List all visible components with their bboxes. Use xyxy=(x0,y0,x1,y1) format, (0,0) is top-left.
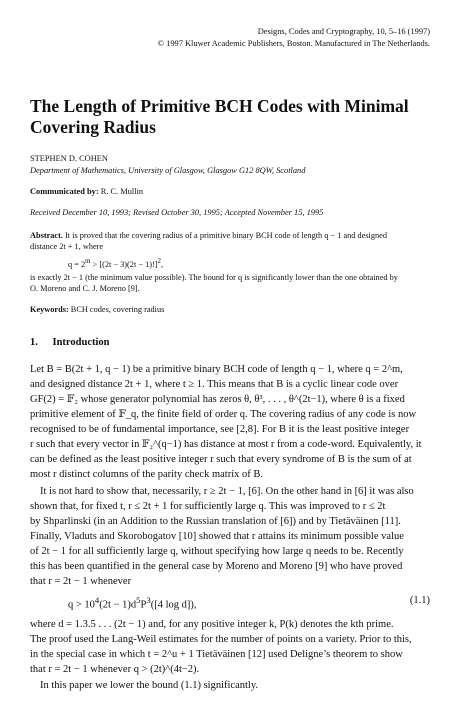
paper-title-line-2: Covering Radius xyxy=(30,117,156,137)
journal-citation: Designs, Codes and Cryptography, 10, 5–16 (1997) xyxy=(257,27,430,36)
intro-p1-line-5: recognised to be of fundamental importance, see [2,8]. For B it is the least positive integer xyxy=(30,424,410,435)
intro-p1-line-4: primitive element of 𝔽_q, the finite field of order q. The covering radius of any code is now xyxy=(30,409,417,420)
intro-p1-line-6: r such that every vector in 𝔽₂^(q−1) has distance at most r from a code-word. Equivalently, it xyxy=(30,439,422,450)
intro-p2-line-7: that r = 2t − 1 whenever xyxy=(30,576,132,587)
intro-p1-line-8: most r distinct columns of the parity check matrix of B. xyxy=(30,469,263,480)
intro-p4: In this paper we lower the bound (1.1) significantly. xyxy=(40,680,259,691)
abstract-line-1 xyxy=(30,230,387,241)
author-name: STEPHEN D. COHEN xyxy=(30,154,108,163)
abstract-line-3: is exactly 2t − 1 (the minimum value possible). The bound for q is significantly lower than the one obtained by xyxy=(30,273,398,282)
communicated-name: R. C. Mullin xyxy=(100,187,144,196)
received-dates: Received December 10, 1993; Revised October 30, 1995; Accepted November 15, 1995 xyxy=(30,208,324,217)
keywords-text: BCH codes, covering radius xyxy=(70,305,165,314)
equation-1-1: $q > 10^4(2t - 1)d^5P^3([4$ log d]), xyxy=(68,595,197,611)
abstract-equation: $q = 2^m > [(2t - 3)(2t - 1)!]^2$, xyxy=(68,258,164,269)
intro-p2-line-3: by Shparlinski (in an Addition to the Russian translation of [6]) and by Tietäväinen [11]. xyxy=(30,516,401,527)
intro-p3-line-4: that r = 2t − 1 whenever q > (2t)^(4t−2). xyxy=(30,664,200,675)
intro-p3-line-2: The proof used the Lang-Weil estimates for the number of points on a variety. Prior to this, xyxy=(30,634,412,645)
intro-p2-line-5: of 2t − 1 for all sufficiently large q, without specifying how large q needs to be. Recently xyxy=(30,546,404,557)
intro-p2-line-4: Finally, Vladuts and Skorobogatov [10] showed that r attains its minimum possible value xyxy=(30,531,404,542)
intro-p2-line-6: this has been quantified in the general case by Moreno and Moreno [9] who have proved xyxy=(30,561,403,572)
intro-p1-line-7: can be defined as the least positive integer r such that every syndrome of B is the sum of at xyxy=(30,454,412,465)
intro-p1-line-2: and designed distance 2t + 1, where t ≥ 1. This means that B is a cyclic linear code over xyxy=(30,379,399,390)
abstract-line-4: O. Moreno and C. J. Moreno [9]. xyxy=(30,284,140,293)
section-number: 1. xyxy=(30,337,38,348)
intro-p3-line-1: where d = 1.3.5 . . . (2t − 1) and, for any positive integer k, P(k) denotes the kth prime. xyxy=(30,619,394,630)
intro-p3-line-3: in the special case in which t = 2^u + 1 Tietäväinen [12] used Deligne’s theorem to show xyxy=(30,649,403,660)
intro-p1-line-1: Let B = B(2t + 1, q − 1) be a primitive binary BCH code of length q − 1, where q = 2^m, xyxy=(30,364,403,375)
communicated-label: Communicated by: xyxy=(30,187,99,196)
section-title: Introduction xyxy=(52,337,110,348)
paper-title-line-1: The Length of Primitive BCH Codes with Minimal xyxy=(30,96,409,116)
intro-p2-line-1: It is not hard to show that, necessarily, r ≥ 2t − 1, [6]. On the other hand in [6] it was also xyxy=(40,486,414,497)
abstract-text-1: It is proved that the covering radius of a primitive binary BCH code of length q − 1 and designed xyxy=(65,231,387,240)
author-affiliation: Department of Mathematics, University of Glasgow, Glasgow G12 8QW, Scotland xyxy=(30,166,306,175)
section-heading xyxy=(30,337,110,348)
abstract-line-2: distance 2t + 1, where xyxy=(30,242,104,251)
intro-p2-line-2: shown that, for fixed t, r ≤ 2t + 1 for sufficiently large q. This was improved to r ≤ 2t xyxy=(30,501,386,512)
abstract-label: Abstract. xyxy=(30,231,63,240)
intro-p1-line-3: GF(2) = 𝔽₂ whose generator polynomial has zeros θ, θ³, . . . , θ^(2t−1), where θ is a fixed xyxy=(30,394,405,405)
keywords-label: Keywords: xyxy=(30,305,69,314)
keywords xyxy=(30,304,164,315)
communicated-by xyxy=(30,186,143,197)
copyright-line: © 1997 Kluwer Academic Publishers, Boston. Manufactured in The Netherlands. xyxy=(157,39,430,48)
equation-number: (1.1) xyxy=(409,595,430,606)
